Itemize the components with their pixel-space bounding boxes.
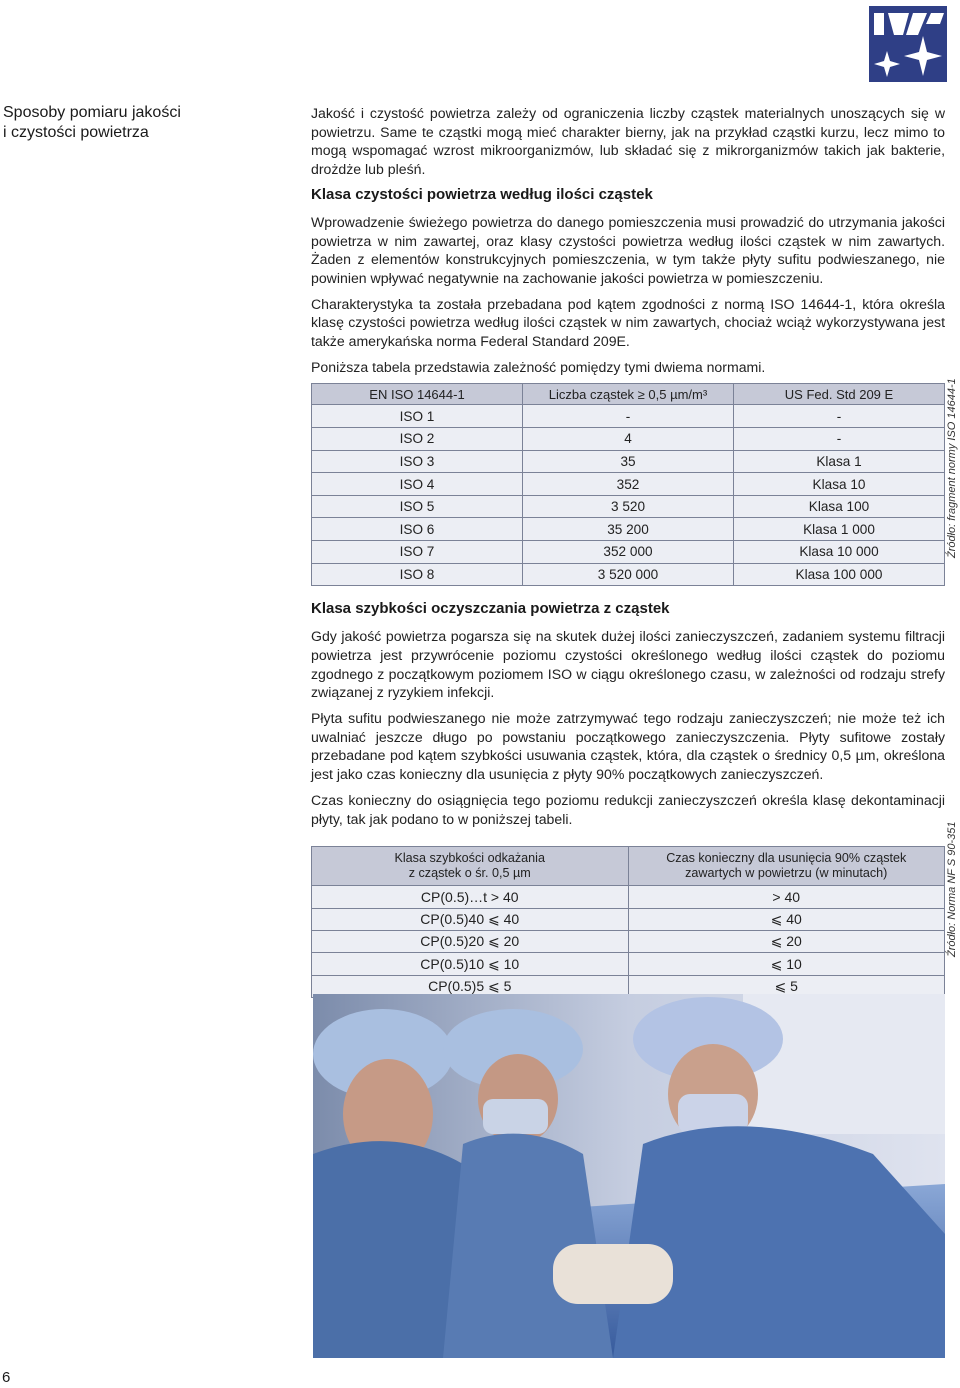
table-cell: Klasa 100 000 bbox=[734, 563, 945, 586]
table-cell: Klasa 1 bbox=[734, 450, 945, 473]
table-row bbox=[312, 563, 945, 586]
table1-source-note: Źródło: fragment normy ISO 14644-1 bbox=[946, 378, 958, 558]
table-row bbox=[312, 450, 945, 473]
table-cell: Klasa 10 000 bbox=[734, 541, 945, 564]
header-cell: Klasa szybkości odkażania z cząstek o śr. 0,5 µm bbox=[312, 847, 629, 886]
table-cell: CP(0.5)20 ⩽ 20 bbox=[312, 931, 629, 953]
table-cell: Klasa 1 000 bbox=[734, 518, 945, 541]
table-cell: ⩽ 5 bbox=[628, 975, 945, 997]
table-cell: 3 520 000 bbox=[523, 563, 734, 586]
iso-class-table bbox=[311, 383, 945, 586]
page-number: 6 bbox=[2, 1369, 11, 1386]
main-content bbox=[311, 104, 945, 998]
table-cell: 3 520 bbox=[523, 495, 734, 518]
section2-paragraph-3: Czas konieczny do osiągnięcia tego poziomu redukcji zanieczyszczeń określa klasę dekontaminacji płyty, tak jak podano to w poniższej tabeli. bbox=[311, 791, 945, 827]
section1-paragraph-1: Wprowadzenie świeżego powietrza do danego pomieszczenia musi prowadzić do utrzymania jakości powietrza w nim zawartej, oraz klasy czystości powietrza według ilości cząstek w nim zawartych. Żaden z elementów konstrukcyjnych pomieszczenia, w tym także płyty sufitu podwieszanego, nie powinien wpływać negatywnie na zachowanie jakości powietrza w pomieszczeniu. bbox=[311, 213, 945, 286]
company-logo bbox=[869, 6, 947, 82]
table-cell: ISO 7 bbox=[312, 541, 523, 564]
section1-paragraph-3: Poniższa tabela przedstawia zależność pomiędzy tymi dwiema normami. bbox=[311, 358, 766, 375]
section2-paragraph-1: Gdy jakość powietrza pogarsza się na skutek dużej ilości zanieczyszczeń, zadaniem systemu filtracji powietrza jest przywrócenie poziomu czystości określonego według ilości cząstek do poziomu zgodnego z początkowym poziomem ISO w ciągu określonego czasu, w zależności od rodzaju strefy związanej z ryzykiem infekcji. bbox=[311, 628, 945, 701]
table-cell: ISO 8 bbox=[312, 563, 523, 586]
table-cell: - bbox=[734, 428, 945, 451]
table-row bbox=[312, 541, 945, 564]
table-cell: ⩽ 10 bbox=[628, 953, 945, 975]
table-cell: ISO 1 bbox=[312, 405, 523, 428]
section2-paragraph-2: Płyta sufitu podwieszanego nie może zatrzymywać tego rodzaju zanieczyszczeń; nie może też ich uwalniać jeszcze długo po powstaniu początkowego zanieczyszczenia. Płyty sufitowe zostały przebadane pod kątem szybkości usuwania cząstek, która, dla cząstek o średnicy 0,5 µm, określona jest jako czas konieczny dla usunięcia z płyty 90% początkowych zanieczyszczeń. bbox=[311, 710, 945, 783]
table-row bbox=[312, 953, 945, 975]
table-row bbox=[312, 886, 945, 908]
table-row bbox=[312, 908, 945, 930]
table-cell: 352 000 bbox=[523, 541, 734, 564]
table-header-row bbox=[312, 384, 945, 405]
table-row bbox=[312, 405, 945, 428]
table-cell: ⩽ 20 bbox=[628, 931, 945, 953]
table-cell: ISO 3 bbox=[312, 450, 523, 473]
table-cell: ISO 2 bbox=[312, 428, 523, 451]
table-cell: - bbox=[734, 405, 945, 428]
table-cell: 4 bbox=[523, 428, 734, 451]
header-cell: Liczba cząstek ≥ 0,5 µm/m³ bbox=[523, 384, 734, 405]
table-cell: ISO 6 bbox=[312, 518, 523, 541]
table-cell: CP(0.5)10 ⩽ 10 bbox=[312, 953, 629, 975]
table-cell: 35 bbox=[523, 450, 734, 473]
table-row bbox=[312, 473, 945, 496]
section-side-title: Sposoby pomiaru jakości i czystości powietrza bbox=[3, 104, 181, 141]
decontamination-class-table bbox=[311, 846, 945, 998]
intro-paragraph: Jakość i czystość powietrza zależy od ograniczenia liczby cząstek materialnych unoszących się w powietrzu. Same te cząstki mogą mieć charakter bierny, jak na przykład cząstki kurzu, lecz mimo to mogą wspomagać wzrost mikroorganizmów, lub składać się z mikrorganizmów takich jak bakterie, drożdże lub pleśń. bbox=[311, 105, 945, 178]
table-cell: ISO 5 bbox=[312, 495, 523, 518]
table-cell: > 40 bbox=[628, 886, 945, 908]
table-row bbox=[312, 495, 945, 518]
table-cell: - bbox=[523, 405, 734, 428]
table-row bbox=[312, 428, 945, 451]
table-cell: Klasa 100 bbox=[734, 495, 945, 518]
surgery-photo bbox=[313, 994, 945, 1358]
table-cell: CP(0.5)…t > 40 bbox=[312, 886, 629, 908]
table-cell: ⩽ 40 bbox=[628, 908, 945, 930]
header-cell: US Fed. Std 209 E bbox=[734, 384, 945, 405]
table-row bbox=[312, 931, 945, 953]
header-cell: Czas konieczny dla usunięcia 90% cząstek zawartych w powietrzu (w minutach) bbox=[628, 847, 945, 886]
table-cell: 352 bbox=[523, 473, 734, 496]
table-row bbox=[312, 518, 945, 541]
section2-heading: Klasa szybkości oczyszczania powietrza z cząstek bbox=[311, 600, 670, 618]
table-cell: CP(0.5)5 ⩽ 5 bbox=[312, 975, 629, 997]
table-cell: Klasa 10 bbox=[734, 473, 945, 496]
table-cell: CP(0.5)40 ⩽ 40 bbox=[312, 908, 629, 930]
table2-source-note: Źródło: Norma NF S 90-351 bbox=[946, 821, 958, 957]
section1-paragraph-2: Charakterystyka ta została przebadana pod kątem zgodności z normą ISO 14644-1, która określa klasę czystości powietrza według ilości cząstek w nim zawartych, chociaż wciąż wykorzystywana jest także amerykańska norma Federal Standard 209E. bbox=[311, 295, 945, 350]
table-cell: 35 200 bbox=[523, 518, 734, 541]
table-cell: ISO 4 bbox=[312, 473, 523, 496]
table-header-row bbox=[312, 847, 945, 886]
header-cell: EN ISO 14644-1 bbox=[312, 384, 523, 405]
section1-heading: Klasa czystości powietrza według ilości cząstek bbox=[311, 185, 653, 203]
